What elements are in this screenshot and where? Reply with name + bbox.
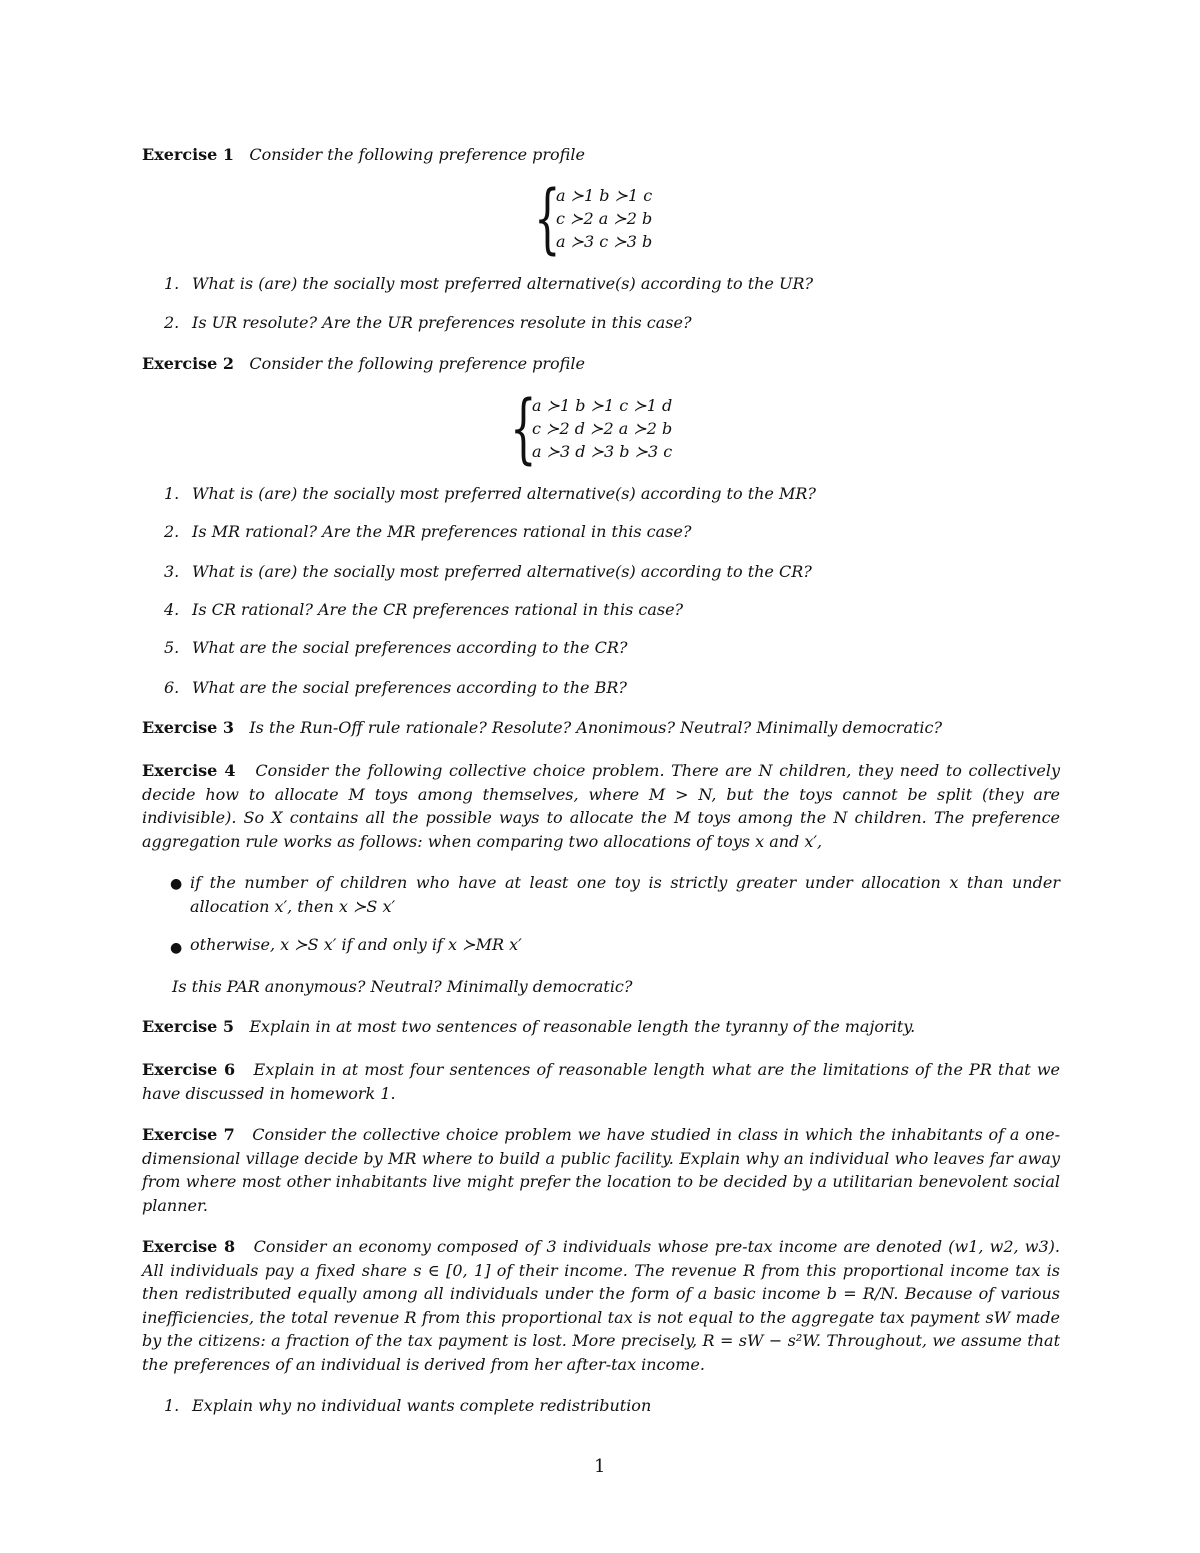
exercise-closing: Is this PAR anonymous? Neutral? Minimally democratic? (172, 977, 633, 996)
question-number: 1. (164, 1396, 180, 1415)
question-item (164, 600, 683, 620)
question-number: 5. (164, 638, 180, 657)
exercise-text: Is the Run-Off rule rationale? Resolute? Anonimous? Neutral? Minimally democratic? (249, 718, 943, 737)
question-number: 1. (164, 484, 180, 503)
question-text: Is MR rational? Are the MR preferences rational in this case? (192, 522, 692, 541)
question-text: Is CR rational? Are the CR preferences rational in this case? (192, 600, 684, 619)
question-text: What are the social preferences according to the CR? (192, 638, 628, 657)
page-number: 1 (594, 1456, 606, 1477)
bullet-item: if the number of children who have at least one toy is strictly greater under allocation x than under allocation x′, then x ≻S x′ (190, 873, 1060, 916)
question-text: What are the social preferences according to the BR? (192, 678, 627, 697)
profile-row: a ≻3 d ≻3 b ≻3 c (532, 442, 673, 461)
exercise-text: Explain in at most four sentences of reasonable length what are the limitations of the PR that we have discussed in homework 1. (142, 1060, 1061, 1103)
question-item (164, 678, 627, 698)
question-text: Is UR resolute? Are the UR preferences resolute in this case? (192, 313, 692, 332)
question-text: What is (are) the socially most preferred alternative(s) according to the UR? (192, 274, 814, 293)
left-brace-icon: { (534, 173, 561, 262)
exercise-8 (142, 1235, 1060, 1376)
bullet-item: otherwise, x ≻S x′ if and only if x ≻MR x′ (190, 935, 522, 954)
profile-row: a ≻3 c ≻3 b (556, 232, 653, 251)
exercise-3 (142, 718, 942, 738)
preference-profile-2 (510, 383, 700, 472)
exercise-label: Exercise 6 (142, 1060, 236, 1079)
exercise-label: Exercise 8 (142, 1237, 236, 1256)
exercise-4 (142, 759, 1060, 853)
exercise-intro: Consider the following preference profile (249, 354, 585, 373)
profile-row: a ≻1 b ≻1 c (556, 186, 653, 205)
profile-row: c ≻2 a ≻2 b (556, 209, 653, 228)
exercise-label: Exercise 4 (142, 761, 236, 780)
question-number: 4. (164, 600, 180, 619)
question-item (164, 1396, 651, 1416)
question-number: 1. (164, 274, 180, 293)
question-text: What is (are) the socially most preferred alternative(s) according to the MR? (192, 484, 816, 503)
question-number: 6. (164, 678, 180, 697)
profile-row: c ≻2 d ≻2 a ≻2 b (532, 419, 673, 438)
exercise-text: Consider the collective choice problem we have studied in class in which the inhabitants of a one-dimensional village decide by MR where to build a public facility. Explain why an individual who leaves far away from where most other inhabitants live might prefer the location to be decided by a utilitarian benevolent social planner. (142, 1125, 1060, 1215)
question-item (164, 522, 691, 542)
exercise-label: Exercise 3 (142, 718, 235, 737)
exercise-label: Exercise 1 (142, 145, 235, 164)
exercise-2 (142, 354, 585, 374)
exercise-intro: Consider the following preference profile (249, 145, 585, 164)
exercise-1 (142, 145, 585, 165)
question-item (164, 484, 816, 504)
bullet-icon: ● (170, 876, 183, 892)
left-brace-icon: { (510, 383, 537, 472)
exercise-label: Exercise 5 (142, 1017, 235, 1036)
exercise-text: Consider the following collective choice problem. There are N children, they need to collectively decide how to allocate M toys among themselves, where M > N, but the toys cannot be split (they are indivisible). So X contains all the possible ways to allocate the M toys among the N children. The preference aggregation rule works as follows: when comparing two allocations of toys x and x′, (142, 761, 1060, 851)
exercise-6 (142, 1058, 1060, 1105)
question-text: What is (are) the socially most preferred alternative(s) according to the CR? (192, 562, 812, 581)
question-text: Explain why no individual wants complete redistribution (192, 1396, 652, 1415)
exercise-7 (142, 1123, 1060, 1217)
question-number: 3. (164, 562, 180, 581)
exercise-label: Exercise 2 (142, 354, 235, 373)
exercise-5 (142, 1017, 915, 1037)
exercise-label: Exercise 7 (142, 1125, 235, 1144)
question-item (164, 638, 627, 658)
bullet-icon: ● (170, 940, 183, 956)
exercise-text: Explain in at most two sentences of reasonable length the tyranny of the majority. (249, 1017, 916, 1036)
profile-row: a ≻1 b ≻1 c ≻1 d (532, 396, 673, 415)
question-item (164, 274, 813, 294)
question-number: 2. (164, 522, 180, 541)
question-number: 2. (164, 313, 180, 332)
question-item (164, 562, 812, 582)
question-item (164, 313, 692, 333)
preference-profile-1 (534, 173, 674, 262)
exercise-text: Consider an economy composed of 3 individuals whose pre-tax income are denoted (w1, w2, w3). All individuals pay a fixed share s ∈ [0, 1] of their income. The revenue R from this proportional income tax is then redistributed equally among all individuals under the form of a basic income b = R/N. Because of various inefficiencies, the total revenue R from this proportional tax is not equal to the aggregate tax payment sW made by the citizens: a fraction of the tax payment is lost. More precisely, R = sW − s²W. Throughout, we assume that the preferences of an individual is derived from her after-tax income. (142, 1237, 1060, 1374)
